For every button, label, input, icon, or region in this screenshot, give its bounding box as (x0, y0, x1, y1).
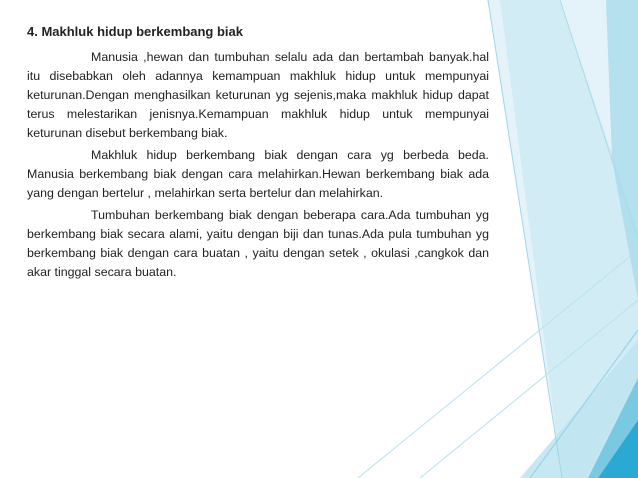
slide-heading: 4. Makhluk hidup berkembang biak (27, 24, 243, 39)
slide-content (27, 22, 489, 285)
paragraph-2: Makhluk hidup berkembang biak dengan cara yg berbeda beda. Manusia berkembang biak dengan cara melahirkan.Hewan berkembang biak ada yang dengan bertelur , melahirkan serta bertelur dan melahirkan. (27, 148, 489, 200)
paragraph-3: Tumbuhan berkembang biak dengan beberapa cara.Ada tumbuhan yg berkembang biak secara alami, yaitu dengan biji dan tunas.Ada pula tumbuhan yg berkembang biak dengan cara buatan , yaitu dengan setek , okulasi ,cangkok dan akar tinggal secara buatan. (27, 208, 489, 279)
paragraph-1: Manusia ,hewan dan tumbuhan selalu ada dan bertambah banyak.hal itu disebabkan oleh adannya kemampuan makhluk hidup untuk mempunyai keturunan.Dengan menghasilkan keturunan yg sejenis,maka makhluk hidup dapat terus melestarikan jenisnya.Kemampuan makhluk hidup untuk mempunyai keturunan disebut berkembang biak. (27, 50, 489, 140)
